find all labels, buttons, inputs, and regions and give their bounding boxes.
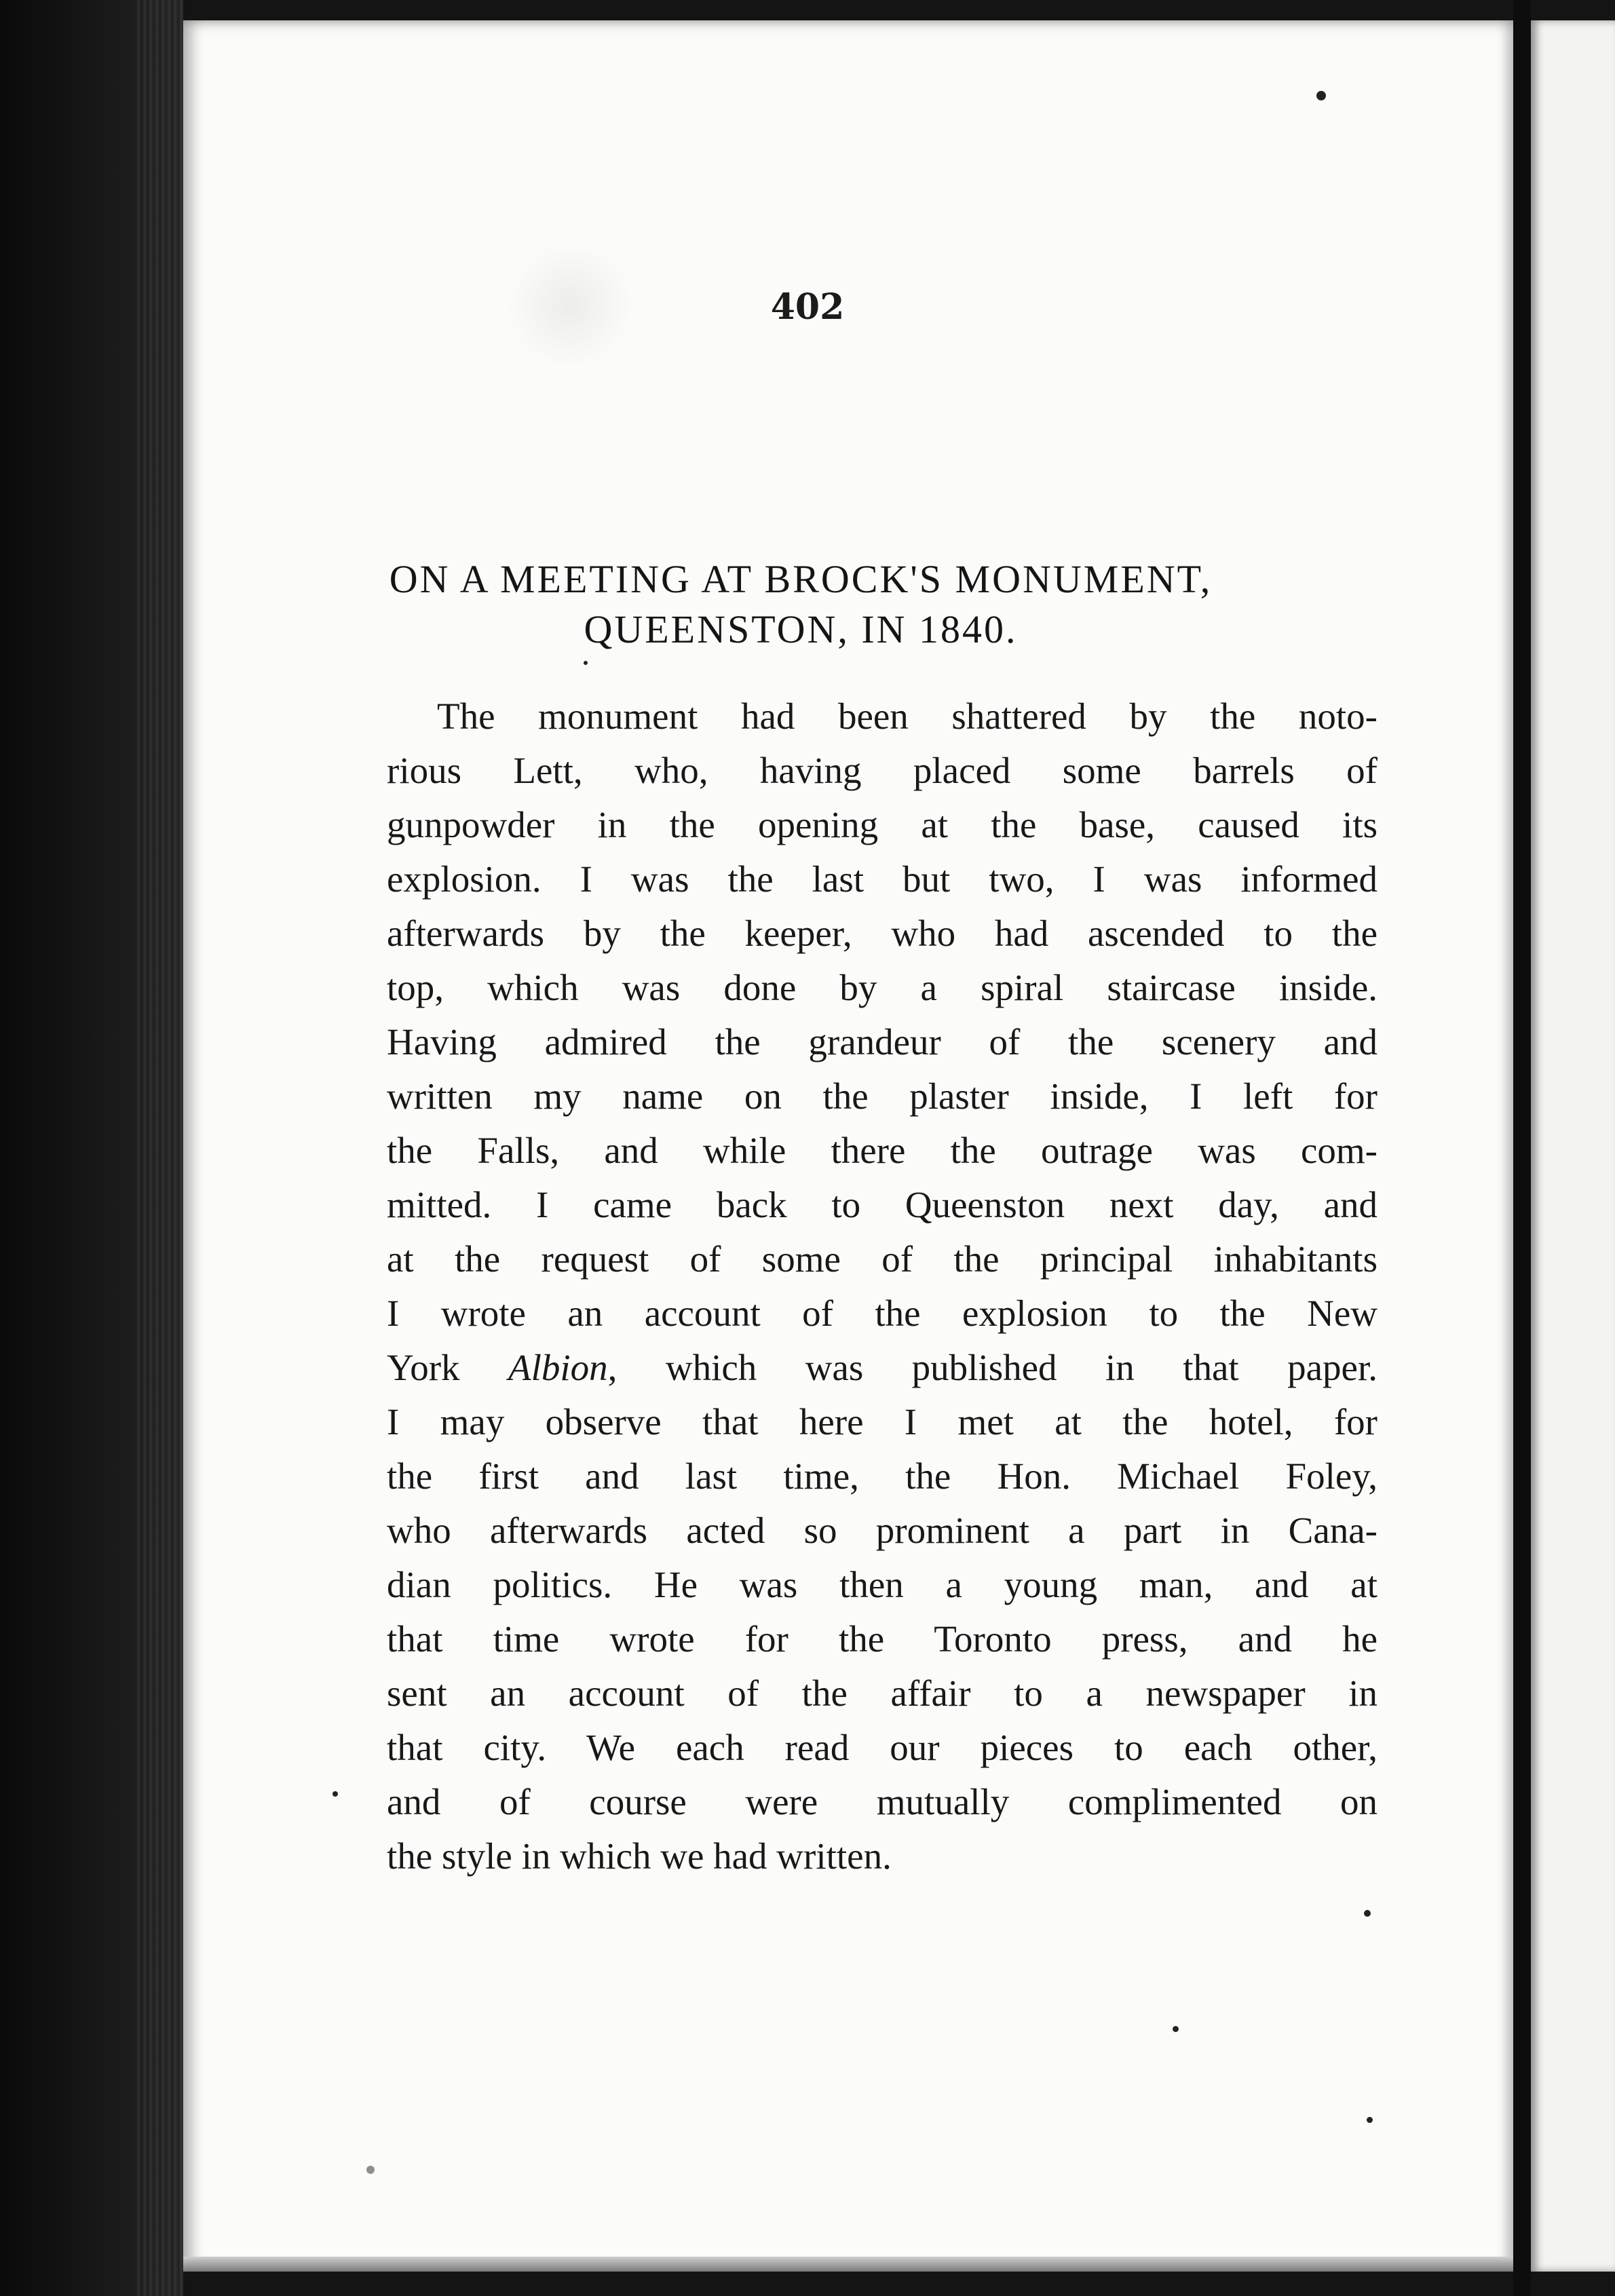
chapter-title: ON A MEETING AT BROCK'S MONUMENT, xyxy=(389,557,1213,601)
body-paragraph xyxy=(387,689,1378,1883)
text-line: I may observe that here I met at the hotel, for xyxy=(387,1401,1378,1442)
text-line: that time wrote for the Toronto press, and he xyxy=(387,1618,1378,1660)
text-segment: , which was published in that paper. xyxy=(607,1347,1378,1388)
text-line: written my name on the plaster inside, I left for xyxy=(387,1075,1378,1117)
text-line: explosion. I was the last but two, I was informed xyxy=(387,858,1378,900)
page-bottom-edge xyxy=(183,2257,1513,2272)
text-line: at the request of some of the principal inhabitants xyxy=(387,1238,1378,1280)
page-edges xyxy=(136,0,183,2296)
text-line: The monument had been shattered by the noto- xyxy=(437,695,1378,737)
ink-speck xyxy=(332,1791,338,1797)
adjacent-page-edge xyxy=(1531,20,1615,2272)
text-line: and of course were mutually complimented on xyxy=(387,1781,1378,1822)
text-line: Having admired the grandeur of the scenery and xyxy=(387,1021,1378,1063)
text-line: sent an account of the affair to a newspaper in xyxy=(387,1672,1378,1714)
ink-speck xyxy=(1316,91,1326,100)
text-line: that city. We each read our pieces to each other, xyxy=(387,1727,1378,1768)
text-line: dian politics. He was then a young man, and at xyxy=(387,1564,1378,1605)
text-segment: York xyxy=(387,1347,508,1388)
ink-speck xyxy=(1364,1910,1371,1917)
text-line-with-italic xyxy=(387,1341,1378,1395)
newspaper-title: Albion xyxy=(508,1347,608,1388)
text-line: gunpowder in the opening at the base, caused its xyxy=(387,804,1378,845)
ink-speck xyxy=(584,661,588,665)
ink-speck xyxy=(1367,2117,1373,2123)
text-line: the first and last time, the Hon. Michael Foley, xyxy=(387,1455,1378,1497)
ink-speck xyxy=(1173,2026,1179,2032)
ink-speck xyxy=(366,2166,375,2174)
text-line: the style in which we had written. xyxy=(387,1835,892,1877)
text-line: rious Lett, who, having placed some barrels of xyxy=(387,750,1378,791)
chapter-title-continued: QUEENSTON, IN 1840. xyxy=(584,607,1018,651)
text-line: the Falls, and while there the outrage was com- xyxy=(387,1130,1378,1171)
page-number: 402 xyxy=(770,286,845,328)
text-line: I wrote an account of the explosion to the New xyxy=(387,1293,1378,1334)
book-gutter xyxy=(1513,0,1531,2296)
text-line: top, which was done by a spiral staircase inside. xyxy=(387,967,1378,1008)
text-line: who afterwards acted so prominent a part in Cana- xyxy=(387,1510,1378,1551)
text-line: afterwards by the keeper, who had ascended to the xyxy=(387,913,1378,954)
text-line: mitted. I came back to Queenston next day, and xyxy=(387,1184,1378,1225)
